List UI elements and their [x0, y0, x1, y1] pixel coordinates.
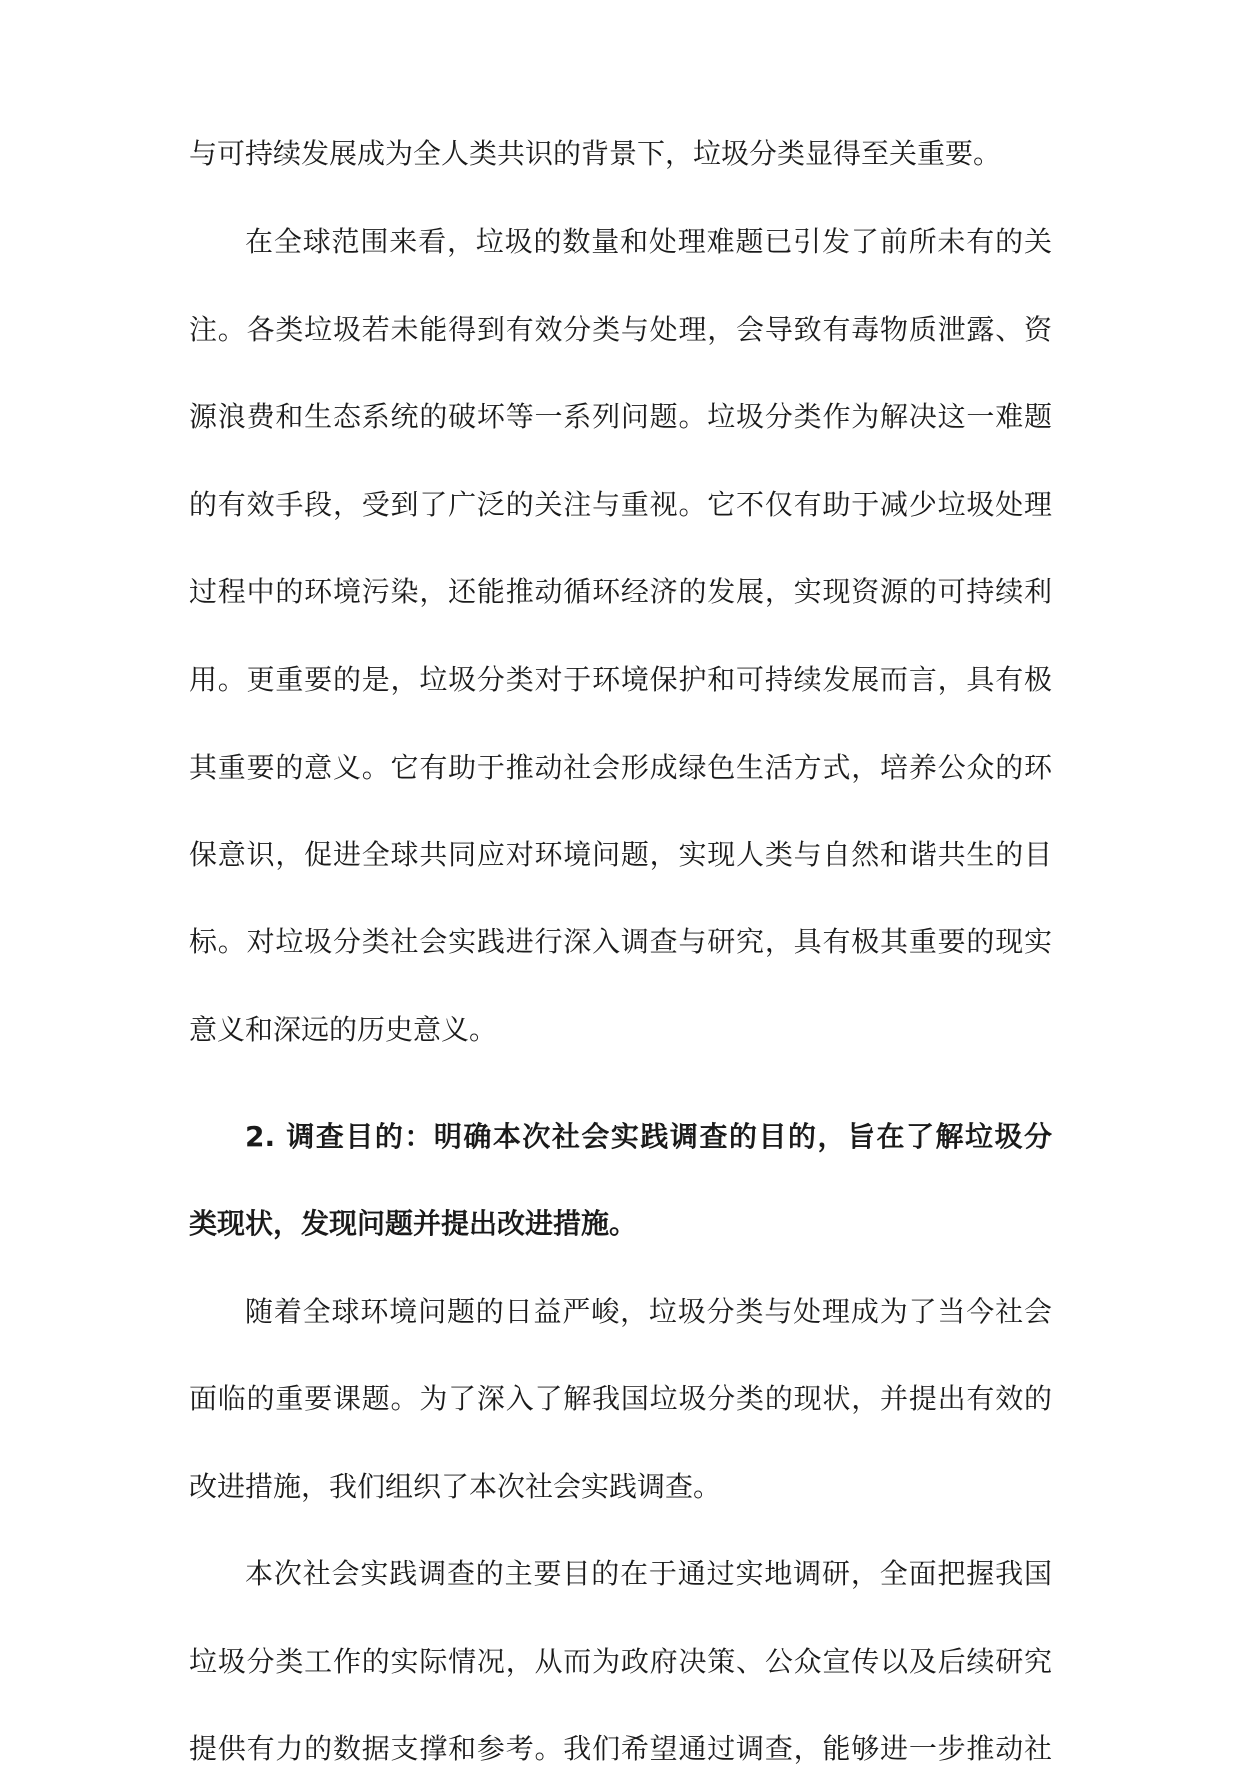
section-heading-line: 类现状，发现问题并提出改进措施。: [189, 1207, 638, 1240]
paragraph-line: 随着全球环境问题的日益严峻，垃圾分类与处理成为了当今社会: [245, 1295, 1052, 1328]
paragraph-line: 提供有力的数据支撑和参考。我们希望通过调查，能够进一步推动社: [189, 1732, 1052, 1765]
paragraph-line: 本次社会实践调查的主要目的在于通过实地调研，全面把握我国: [245, 1557, 1052, 1590]
paragraph-line: 在全球范围来看，垃圾的数量和处理难题已引发了前所未有的关: [245, 225, 1052, 258]
paragraph-line: 与可持续发展成为全人类共识的背景下，垃圾分类显得至关重要。: [189, 137, 1002, 170]
section-heading-line: 2. 调查目的：明确本次社会实践调查的目的，旨在了解垃圾分: [245, 1120, 1052, 1153]
paragraph-line: 保意识，促进全球共同应对环境问题，实现人类与自然和谐共生的目: [189, 838, 1052, 871]
paragraph-line: 用。更重要的是，垃圾分类对于环境保护和可持续发展而言，具有极: [189, 663, 1052, 696]
paragraph-line: 的有效手段，受到了广泛的关注与重视。它不仅有助于减少垃圾处理: [189, 488, 1052, 521]
paragraph-line: 垃圾分类工作的实际情况，从而为政府决策、公众宣传以及后续研究: [189, 1645, 1052, 1678]
paragraph-line: 其重要的意义。它有助于推动社会形成绿色生活方式，培养公众的环: [189, 751, 1052, 784]
paragraph-line: 标。对垃圾分类社会实践进行深入调查与研究，具有极其重要的现实: [189, 925, 1052, 958]
paragraph-line: 注。各类垃圾若未能得到有效分类与处理，会导致有毒物质泄露、资: [189, 313, 1052, 346]
paragraph-line: 过程中的环境污染，还能推动循环经济的发展，实现资源的可持续利: [189, 575, 1052, 608]
paragraph-line: 意义和深远的历史意义。: [189, 1013, 498, 1046]
paragraph-line: 面临的重要课题。为了深入了解我国垃圾分类的现状，并提出有效的: [189, 1382, 1052, 1415]
paragraph-line: 源浪费和生态系统的破坏等一系列问题。垃圾分类作为解决这一难题: [189, 400, 1052, 433]
paragraph-line: 改进措施，我们组织了本次社会实践调查。: [189, 1470, 722, 1503]
